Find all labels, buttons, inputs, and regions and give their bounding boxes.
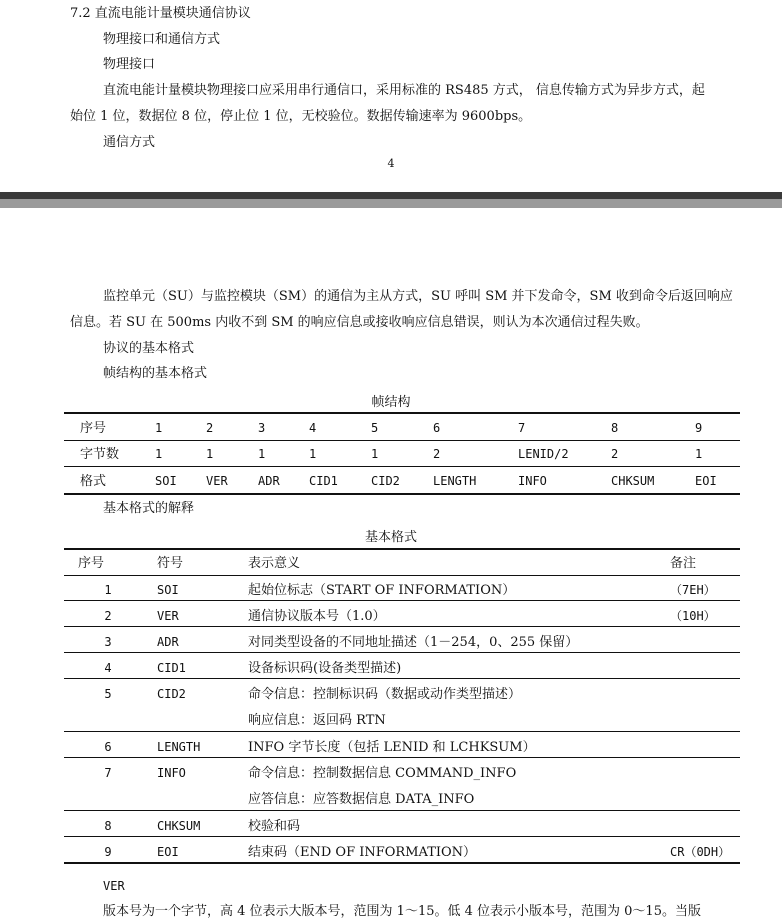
basic-table-top-rule <box>64 548 740 550</box>
basic-row-description: 校验和码 <box>248 819 301 834</box>
subheading-frame-format: 帧结构的基本格式 <box>103 366 208 381</box>
frame-cell: 8 <box>611 421 619 435</box>
basic-row-description: 命令信息：控制标识码（数据或动作类型描述） <box>248 687 522 702</box>
subheading-protocol-format: 协议的基本格式 <box>103 341 195 356</box>
subheading-physical-interface-and-comm: 物理接口和通信方式 <box>103 32 221 47</box>
frame-cell: 3 <box>258 421 266 435</box>
basic-row-number: 9 <box>104 845 112 859</box>
basic-row-number: 4 <box>104 661 112 675</box>
basic-row-symbol: CID1 <box>157 661 186 675</box>
basic-row-number: 1 <box>104 583 112 597</box>
frame-cell: 1 <box>258 447 266 461</box>
basic-table-row-rule <box>64 836 740 837</box>
paragraph-line: 监控单元（SU）与监控模块（SM）的通信为主从方式，SU 呼叫 SM 并下发命令，SM 收到命令后返回响应 <box>103 289 733 304</box>
frame-cell: CID1 <box>309 474 338 488</box>
page-number: 4 <box>387 157 395 170</box>
basic-table-row-rule <box>64 731 740 732</box>
basic-row-description: 起始位标志（START OF INFORMATION） <box>248 583 516 598</box>
basic-table-row-rule <box>64 652 740 653</box>
basic-row-description: INFO 字节长度（包括 LENID 和 LCHKSUM） <box>248 740 536 755</box>
frame-cell: 6 <box>433 421 441 435</box>
basic-row-symbol: CID2 <box>157 687 186 701</box>
frame-cell: ADR <box>258 474 280 488</box>
frame-table-rule <box>64 440 740 441</box>
basic-row-description: 结束码（END OF INFORMATION） <box>248 845 477 860</box>
frame-cell: LENID/2 <box>518 447 569 461</box>
frame-cell: 1 <box>695 447 703 461</box>
frame-table-caption: 帧结构 <box>371 395 411 410</box>
frame-cell: 1 <box>155 421 163 435</box>
paragraph-line: 版本号为一个字节，高 4 位表示大版本号，范围为 1～15。低 4 位表示小版本号，范围为 0～15。当版 <box>103 904 701 919</box>
frame-row-label: 格式 <box>80 474 107 489</box>
basic-table-row-rule <box>64 678 740 679</box>
frame-cell: 1 <box>309 447 317 461</box>
basic-table-header: 表示意义 <box>248 556 301 571</box>
page-separator <box>0 192 782 199</box>
frame-cell: 4 <box>309 421 317 435</box>
subheading-comm-method: 通信方式 <box>103 135 156 150</box>
basic-table-row-rule <box>64 810 740 811</box>
basic-row-note: （7EH） <box>670 583 716 597</box>
frame-cell: 2 <box>611 447 619 461</box>
basic-row-description: 命令信息：控制数据信息 COMMAND_INFO <box>248 766 517 781</box>
frame-cell: 7 <box>518 421 526 435</box>
basic-row-symbol: INFO <box>157 766 186 780</box>
basic-table-row-rule <box>64 600 740 601</box>
frame-cell: LENGTH <box>433 474 477 488</box>
frame-cell: VER <box>206 474 228 488</box>
document-page-top <box>0 0 782 192</box>
basic-table-row-rule <box>64 862 740 864</box>
frame-cell: 1 <box>206 447 214 461</box>
frame-table-rule <box>64 466 740 467</box>
frame-cell: 1 <box>371 447 379 461</box>
frame-cell: 5 <box>371 421 379 435</box>
paragraph-line: 直流电能计量模块物理接口应采用串行通信口，采用标准的 RS485 方式， 信息传输方式为异步方式，起 <box>103 83 705 98</box>
basic-row-symbol: ADR <box>157 635 179 649</box>
basic-row-number: 8 <box>104 819 112 833</box>
frame-row-label: 序号 <box>80 421 107 436</box>
section-heading: 7.2 直流电能计量模块通信协议 <box>70 6 251 21</box>
frame-cell: INFO <box>518 474 547 488</box>
basic-table-header: 序号 <box>78 556 105 571</box>
ver-label: VER <box>103 879 125 893</box>
basic-row-description-line2: 响应信息：返回码 RTN <box>248 713 386 728</box>
frame-cell: 2 <box>206 421 214 435</box>
frame-cell: SOI <box>155 474 177 488</box>
frame-cell: CID2 <box>371 474 400 488</box>
paragraph-line: 信息。若 SU 在 500ms 内收不到 SM 的响应信息或接收响应信息错误，则认为本次通信过程失败。 <box>70 315 649 330</box>
paragraph-line: 始位 1 位，数据位 8 位，停止位 1 位，无校验位。数据传输速率为 9600bps。 <box>70 109 532 124</box>
frame-cell: 9 <box>695 421 703 435</box>
basic-table-header-rule <box>64 575 740 576</box>
basic-row-number: 6 <box>104 740 112 754</box>
frame-cell: 1 <box>155 447 163 461</box>
basic-row-number: 7 <box>104 766 112 780</box>
basic-row-symbol: CHKSUM <box>157 819 201 833</box>
basic-row-description-line2: 应答信息：应答数据信息 DATA_INFO <box>248 792 475 807</box>
frame-cell: CHKSUM <box>611 474 655 488</box>
subheading-format-explanation: 基本格式的解释 <box>103 501 195 516</box>
frame-cell: 2 <box>433 447 441 461</box>
basic-table-row-rule <box>64 626 740 627</box>
basic-row-symbol: SOI <box>157 583 179 597</box>
basic-table-caption: 基本格式 <box>364 530 417 545</box>
basic-row-number: 3 <box>104 635 112 649</box>
frame-table-top-rule <box>64 412 740 414</box>
basic-row-number: 5 <box>104 687 112 701</box>
basic-row-description: 设备标识码(设备类型描述) <box>248 661 402 676</box>
basic-row-description: 对同类型设备的不同地址描述（1－254，0、255 保留） <box>248 635 579 650</box>
frame-table-bottom-rule <box>64 493 740 495</box>
subheading-physical-interface: 物理接口 <box>103 57 156 72</box>
basic-row-note: （10H） <box>670 609 716 623</box>
basic-table-header: 备注 <box>670 556 697 571</box>
basic-table-row-rule <box>64 757 740 758</box>
basic-row-symbol: EOI <box>157 845 179 859</box>
basic-row-description: 通信协议版本号（1.0） <box>248 609 386 624</box>
frame-cell: EOI <box>695 474 717 488</box>
basic-row-note: CR（0DH） <box>670 845 731 859</box>
basic-row-symbol: LENGTH <box>157 740 201 754</box>
basic-row-number: 2 <box>104 609 112 623</box>
basic-table-header: 符号 <box>157 556 184 571</box>
frame-row-label: 字节数 <box>80 447 120 462</box>
basic-row-symbol: VER <box>157 609 179 623</box>
page-gap <box>0 199 782 208</box>
